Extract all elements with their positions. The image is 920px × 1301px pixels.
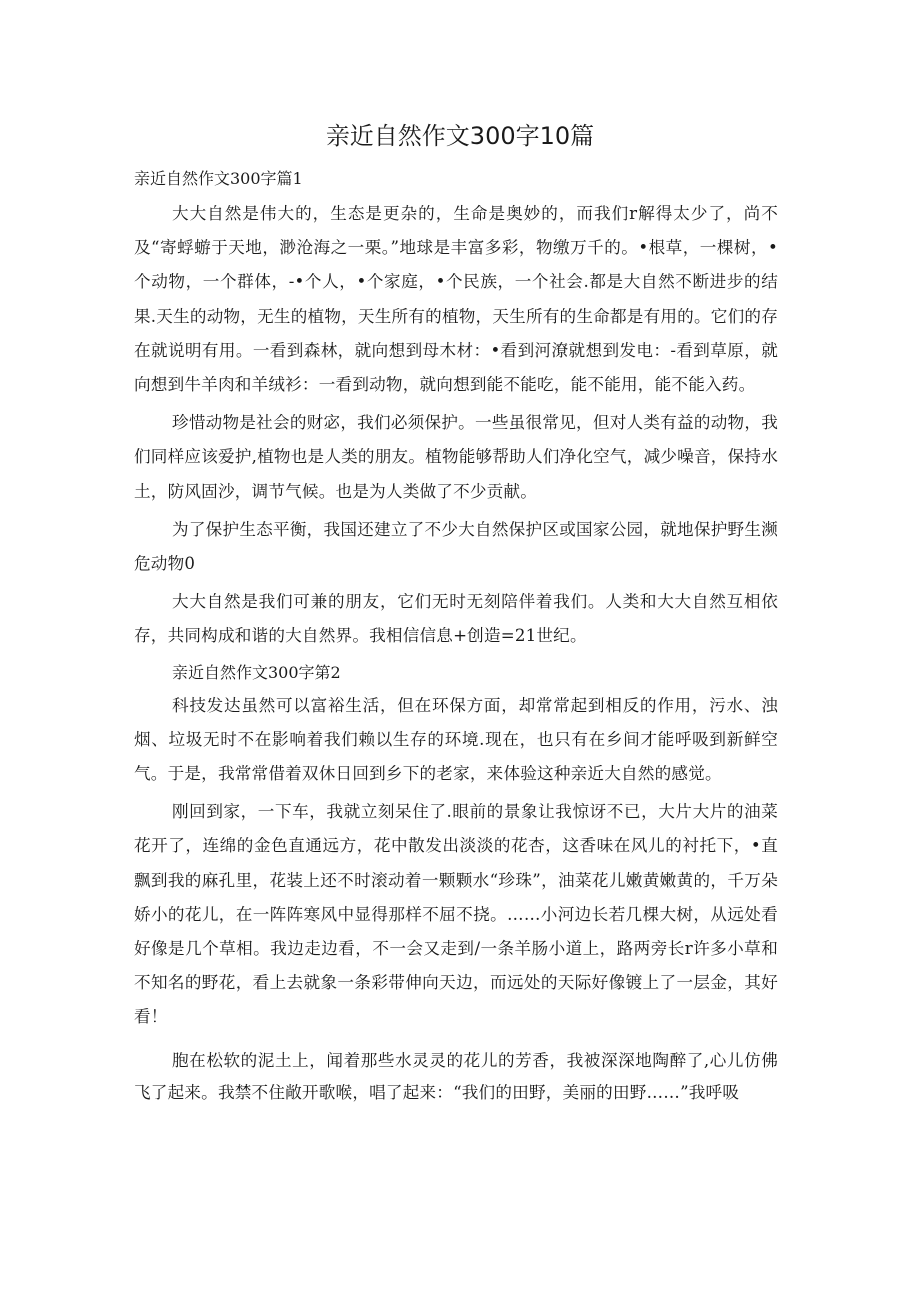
section-heading-1: 亲近自然作文300字篇1 [134, 169, 303, 188]
section-heading-2: 亲近自然作文300字第2 [172, 662, 341, 682]
paragraph: 珍惜动物是社会的财宓，我们必须保护。一些虽很常见，但对人类有益的动物，我们同样应该爱护,植物也是人类的朋友。植物能够帮助人们净化空气，减少噪音，保持水土，防风固沙，调节气候。也是为人类做了不少贡献。 [134, 413, 778, 501]
paragraph: 为了保护生态平衡，我国还建立了不少大自然保护区或国家公园，就地保护野生濒危动物0 [134, 519, 778, 574]
paragraph: 大大自然是伟大的，生态是更杂的，生命是奥妙的，而我们r解得太少了，尚不及“寄蜉蝣于天地，渺沧海之一栗。”地球是丰富多彩，物缴万千的。•根草，一棵树，•个动物，一个群体，-•个人，•个家庭，•个民族，一个社会.都是大自然不断进步的结果.天生的动物，无生的植物，天生所有的植物，天生所有的生命都是有用的。它们的存在就说明有用。一看到森林，就向想到母木材：•看到河潦就想到发电：-看到草原，就向想到牛羊肉和羊绒衫：一看到动物，就向想到能不能吃，能不能用，能不能入药。 [134, 204, 778, 395]
document-body [134, 168, 778, 1109]
paragraph: 胞在松软的泥土上，闻着那些水灵灵的花儿的芳香，我被深深地陶醉了,心儿仿佛飞了起来。我禁不住敞开歌喉，唱了起来：“我们的田野，美丽的田野……”我呼吸 [134, 1050, 778, 1102]
document-title: 亲近自然作文300字10篇 [325, 122, 595, 150]
paragraph: 科技发达虽然可以富裕生活，但在环保方面，却常常起到相反的作用，污水、浊烟、垃圾无时不在影响着我们赖以生存的环境.现在，也只有在乡间才能呼吸到新鲜空气。于是，我常常借着双休日回到乡下的老家，来体验这种亲近大自然的感觉。 [134, 695, 778, 784]
paragraph: 大大自然是我们可兼的朋友，它们无时无刻陪伴着我们。人类和大大自然互相依存，共同构成和谐的大自然界。我相信信息+创造=21世纪。 [134, 592, 778, 646]
paragraph: 刚回到家，一下车，我就立刻呆住了.眼前的景象让我惊讶不已，大片大片的油菜花开了，连绵的金色直通远方，花中散发出淡淡的花杏，这香味在风儿的衬托下，•直飘到我的麻孔里，花装上还不时滚动着一颗颗水“珍珠”，油菜花儿嫩黄嫩黄的，千万朵娇小的花儿，在一阵阵寒风中显得那样不屈不挠。……小河边长若几棵大树，从远处看好像是几个草相。我边走边看，不一会又走到/一条羊肠小道上，路两旁长r许多小草和不知名的野花，看上去就象一条彩带伸向天边，而远处的天际好像镀上了一层金，其好看！ [134, 802, 778, 1027]
